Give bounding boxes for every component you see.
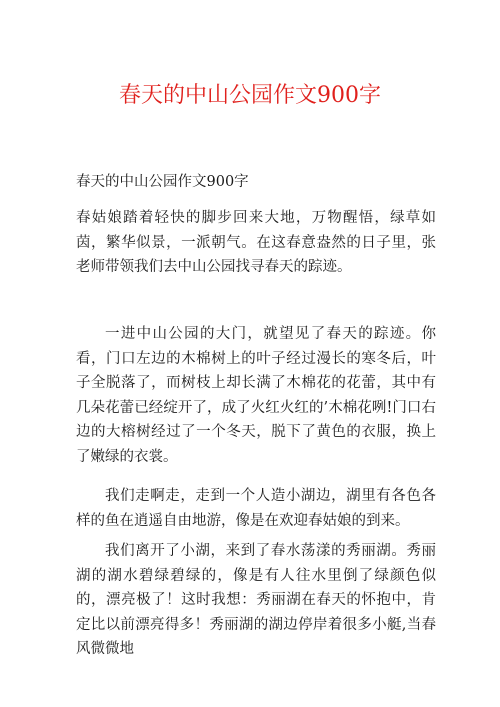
- paragraph-3: 我们走啊走，走到一个人造小湖边，湖里有各色各样的鱼在逍遥自由地游，像是在欢迎春姑娘的到来。: [76, 488, 436, 529]
- document-title: 春天的中山公园作文900字: [119, 83, 381, 108]
- paragraph-4: 我们离开了小湖，来到了春水荡漾的秀丽湖。秀丽湖的湖水碧绿碧绿的，像是有人往水里倒了绿颜色似的，漂亮极了！这时我想：秀丽湖在春天的怀抱中，肯定比以前漂亮得多！秀丽湖的湖边停岸着很多小艇,当春风微微地: [76, 543, 436, 657]
- paragraph-1: 春姑娘踏着轻快的脚步回来大地，万物醒悟，绿草如茵，繁华似景，一派朝气。在这春意盎然的日子里，张老师带领我们去中山公园找寻春天的踪迹。: [76, 210, 436, 275]
- document-subtitle: 春天的中山公园作文900字: [76, 174, 249, 190]
- paragraph-2: 一进中山公园的大门，就望见了春天的踪迹。你看，门口左边的木棉树上的叶子经过漫长的寒冬后，叶子全脱落了，而树枝上却长满了木棉花的花蕾，其中有几朵花蕾已经绽开了，成了火红火红的’木棉花咧!门口右边的大榕树经过了一个冬天，脱下了黄色的衣服，换上了嫩绿的衣裳。: [76, 326, 436, 465]
